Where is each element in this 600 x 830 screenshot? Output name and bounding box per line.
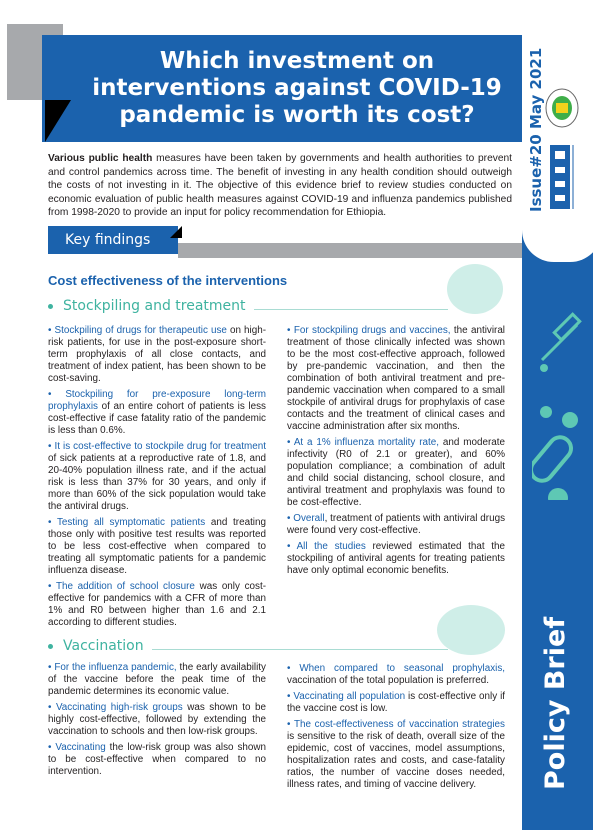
vaccination-heading: Vaccination <box>48 638 448 654</box>
page-title: Which investment on interventions against COVID-19 pandemic is worth its cost? <box>92 48 502 128</box>
finding-item: • The cost-effectiveness of vaccination strategies is sensitive to the risk of death, overall size of the epidemic, cost of vaccines, model assumptions, hospitalization rates and costs, and case-fatality ratios, the number of vaccine doses needed, illness rates, and timing of vaccine delivery. <box>287 719 505 791</box>
finding-item: • At a 1% influenza mortality rate, and moderate infectivity (R0 of 2.1 or greater), and 60% population compliance; a combination of adult and child social distancing, school closure, and antiviral treatment and prophylaxis was found to be cost-effective. <box>287 437 505 509</box>
key-findings-label: Key findings <box>48 226 178 254</box>
key-findings-bar <box>178 243 522 258</box>
finding-item: • The addition of school closure was only cost-effective for pandemics with a CFR of more than 1% and R0 between higher than 1.6 and 2.1 according to different studies. <box>48 581 266 629</box>
finding-item: • All the studies reviewed estimated that the stockpiling of antiviral agents for treating patients have only optimal economic benefits. <box>287 541 505 577</box>
finding-item: • Vaccinating high-risk groups was shown to be highly cost-effective, followed by extending the vaccination to schools and then low-risk groups. <box>48 702 266 738</box>
vaccination-left-column <box>48 662 266 782</box>
finding-item: • For stockpiling drugs and vaccines, the antiviral treatment of those clinically infected was shown to be the most cost-effective approach, followed by pre-pandemic vaccination, and then the combination of both antiviral treatment and pre-pandemic vaccination when compared to a small stockpile of antiviral drugs for prophylaxis of case contacts and the treatment of clinical cases and vaccine administration after six months. <box>287 325 505 433</box>
stockpiling-right-column <box>287 325 505 581</box>
policy-brief-label: Policy Brief <box>540 616 571 790</box>
finding-item: • For the influenza pandemic, the early availability of the vaccine before the peak time of the pandemic determines its economic value. <box>48 662 266 698</box>
section-title: Cost effectiveness of the interventions <box>48 273 288 288</box>
issue-date: Issue#20 May 2021 <box>527 47 545 212</box>
vaccination-right-column <box>287 663 505 795</box>
syringe-pill-virus-icons <box>532 300 584 500</box>
title-banner <box>42 35 522 142</box>
patient-illustration <box>447 264 503 314</box>
ministry-seal-logo <box>545 88 579 128</box>
finding-item: • Testing all symptomatic patients and treating those only with positive test results was reported to be less cost-effective when compared to treating all symptomatic patients for a pandemic influenza disease. <box>48 517 266 577</box>
hitap-logo <box>548 143 578 211</box>
finding-item: • Stockpiling of drugs for therapeutic use on high-risk patients, for use in the post-exposure short-term prophylaxis of all close contacts, and treatment of index patient, has been shown to be cost-saving. <box>48 325 266 385</box>
finding-item: • Stockpiling for pre-exposure long-term prophylaxis of an entire cohort of patients is less cost-effective if case fatality ratio of the pandemic is less than 0.6%. <box>48 389 266 437</box>
finding-item: • It is cost-effective to stockpile drug for treatment of sick patients at a reproductive rate of 1.8, and 20-40% population illness rate, and if the actual risk is less than 37% for 30 years, and only if more than 60% of the sick population would take the antiviral drugs. <box>48 441 266 513</box>
finding-item: • Vaccinating the low-risk group was also shown to be cost-effective when compared to no intervention. <box>48 742 266 778</box>
finding-item: • Overall, treatment of patients with antiviral drugs were found very cost-effective. <box>287 513 505 537</box>
finding-item: • Vaccinating all population is cost-effective only if the vaccine cost is low. <box>287 691 505 715</box>
intro-paragraph: Various public health measures have been taken by governments and health authorities to prevent and control pandemics across time. The benefit of investing in any health condition should outweigh the costs of not investing in it. The objective of this evidence brief to review studies conducted on economic evaluation of public health measures against COVID-19 and influenza pandemics published from 1998-2020 to provide an input for policy recommendation for Ethiopia. <box>48 153 512 219</box>
finding-item: • When compared to seasonal prophylaxis, vaccination of the total population is preferred. <box>287 663 505 687</box>
stockpiling-left-column <box>48 325 266 633</box>
stockpiling-heading: Stockpiling and treatment <box>48 298 448 314</box>
